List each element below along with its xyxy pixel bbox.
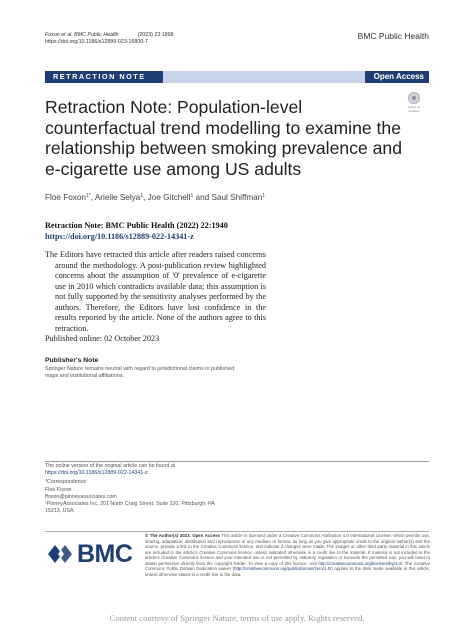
author-name[interactable]: Arielle Selya xyxy=(94,193,141,202)
citation-doi-link[interactable]: https://doi.org/10.1186/s12889-023-16800-7 xyxy=(45,39,148,46)
retracted-article-doi-link[interactable]: https://doi.org/10.1186/s12889-022-14341-z xyxy=(45,231,194,241)
retraction-text: The Editors have retracted this article after readers raised concerns around the methodology. A post-publication review highlighted concerns about the assumption of '0' prevalence of e-cigarette use in 2010 which contradicts available data; this assumption is not fully supported by the sensitivity analyses performed by the authors. Therefore, the Editors have lost confidence in the results reported by the article. None of the authors agree to this retraction. xyxy=(45,250,266,333)
journal-name: BMC Public Health xyxy=(357,31,429,41)
author-list: Floe Foxon$^{1*}$, Arielle Selya$^1$, Joe Gitchell$^1$ and Saul Shiffman$^1$ xyxy=(45,193,266,202)
author-affiliation-mark: 1 xyxy=(190,193,194,199)
original-article-prefix: The online version of the original article can be found at xyxy=(45,463,176,469)
author-name[interactable]: Saul Shiffman xyxy=(211,193,263,202)
article-title: Retraction Note: Population-level counterfactual trend modelling to examine the relationship between smoking prevalence and e-cigarette use among US adults xyxy=(45,97,402,179)
retracted-article-reference xyxy=(45,221,228,242)
license-statement xyxy=(145,533,430,577)
author-name[interactable]: Joe Gitchell xyxy=(147,193,191,202)
open-access-label: Open Access xyxy=(365,71,429,83)
published-online-date: Published online: 02 October 2023 xyxy=(45,334,160,343)
publishers-note-title: Publisher's Note xyxy=(45,357,99,364)
article-type-banner xyxy=(45,71,429,83)
author-name[interactable]: Floe Foxon xyxy=(45,193,86,202)
footnote-divider xyxy=(45,461,429,462)
license-divider xyxy=(45,531,429,532)
publishers-note-text: Springer Nature remains neutral with regard to jurisdictional claims in published maps and institutional affiliations. xyxy=(45,366,235,379)
author-affiliation-mark: 1 xyxy=(262,193,266,199)
article-type-label: RETRACTION NOTE xyxy=(45,71,163,83)
courtesy-watermark: Content courtesy of Springer Nature, terms of use apply. Rights reserved. xyxy=(109,613,365,623)
license-text-1: This article is licensed under a Creative Commons Attribution 4.0 International License, which permits use, sharing, adaptation, distribution and reproduction in any medium or format, as long as you give appropriate credit to the original author(s) and the source, provide a link to the Creative Commons licence, and indicate if changes were made. The images or other third party material in this article are included in the article's Creative Commons licence, unless indicated otherwise in a credit line to the material. If material is not included in the article's Creative Commons licence and your intended use is not permitted by statutory regulation or exceeds the permitted use, you will need to obtain permission directly from the copyright holder. To view a copy of this licence, visit xyxy=(145,533,431,566)
copyright-notice: © The Author(s) 2023. xyxy=(145,533,191,538)
citation-journal: BMC Public Health xyxy=(74,32,119,38)
original-article-link[interactable]: https://doi.org/10.1186/s12889-022-14341-z. xyxy=(45,470,150,477)
correspondence-label: *Correspondence: xyxy=(45,479,88,486)
cc-by-license-link[interactable]: http://creativecommons.org/licenses/by/4.0/ xyxy=(318,560,402,566)
cc0-waiver-link[interactable]: http://creativecommons.org/publicdomain/zero/1.0/ xyxy=(234,566,332,571)
bmc-logo-text: BMC xyxy=(77,540,133,568)
bmc-logo-mark xyxy=(47,541,75,567)
citation-authors: Foxon et al. xyxy=(45,32,73,38)
citation-header xyxy=(45,32,174,47)
citation-year-volume: (2023) 23:1898 xyxy=(137,32,174,38)
author-affiliation-mark: 1 xyxy=(140,193,144,199)
retracted-article-citation: Retraction Note: BMC Public Health (2022) 22:1940 xyxy=(45,221,228,230)
check-for-updates-button[interactable] xyxy=(402,92,426,116)
license-text-2: . The Creative Commons Public Domain Dedication waiver ( xyxy=(145,560,430,571)
open-access-notice: Open Access xyxy=(192,533,220,538)
check-for-updates-label: Check for updates xyxy=(407,105,421,113)
check-for-updates-icon xyxy=(408,92,420,104)
correspondence-email[interactable]: ffoxon@pinneyassociates.com xyxy=(45,493,117,500)
footnotes xyxy=(45,463,225,515)
correspondence-name: Floe Foxon xyxy=(45,486,72,493)
author-affiliation-mark: 1* xyxy=(85,193,91,199)
retraction-body xyxy=(45,250,266,345)
bmc-logo xyxy=(47,541,147,567)
author-affiliation: ¹PinneyAssociates Inc, 201 North Craig Street, Suite 320, Pittsburgh, PA 15213, USA xyxy=(45,501,215,515)
license-text-3: ) applies to the data made available in this article, unless otherwise stated in a credit line to the data. xyxy=(145,566,430,577)
